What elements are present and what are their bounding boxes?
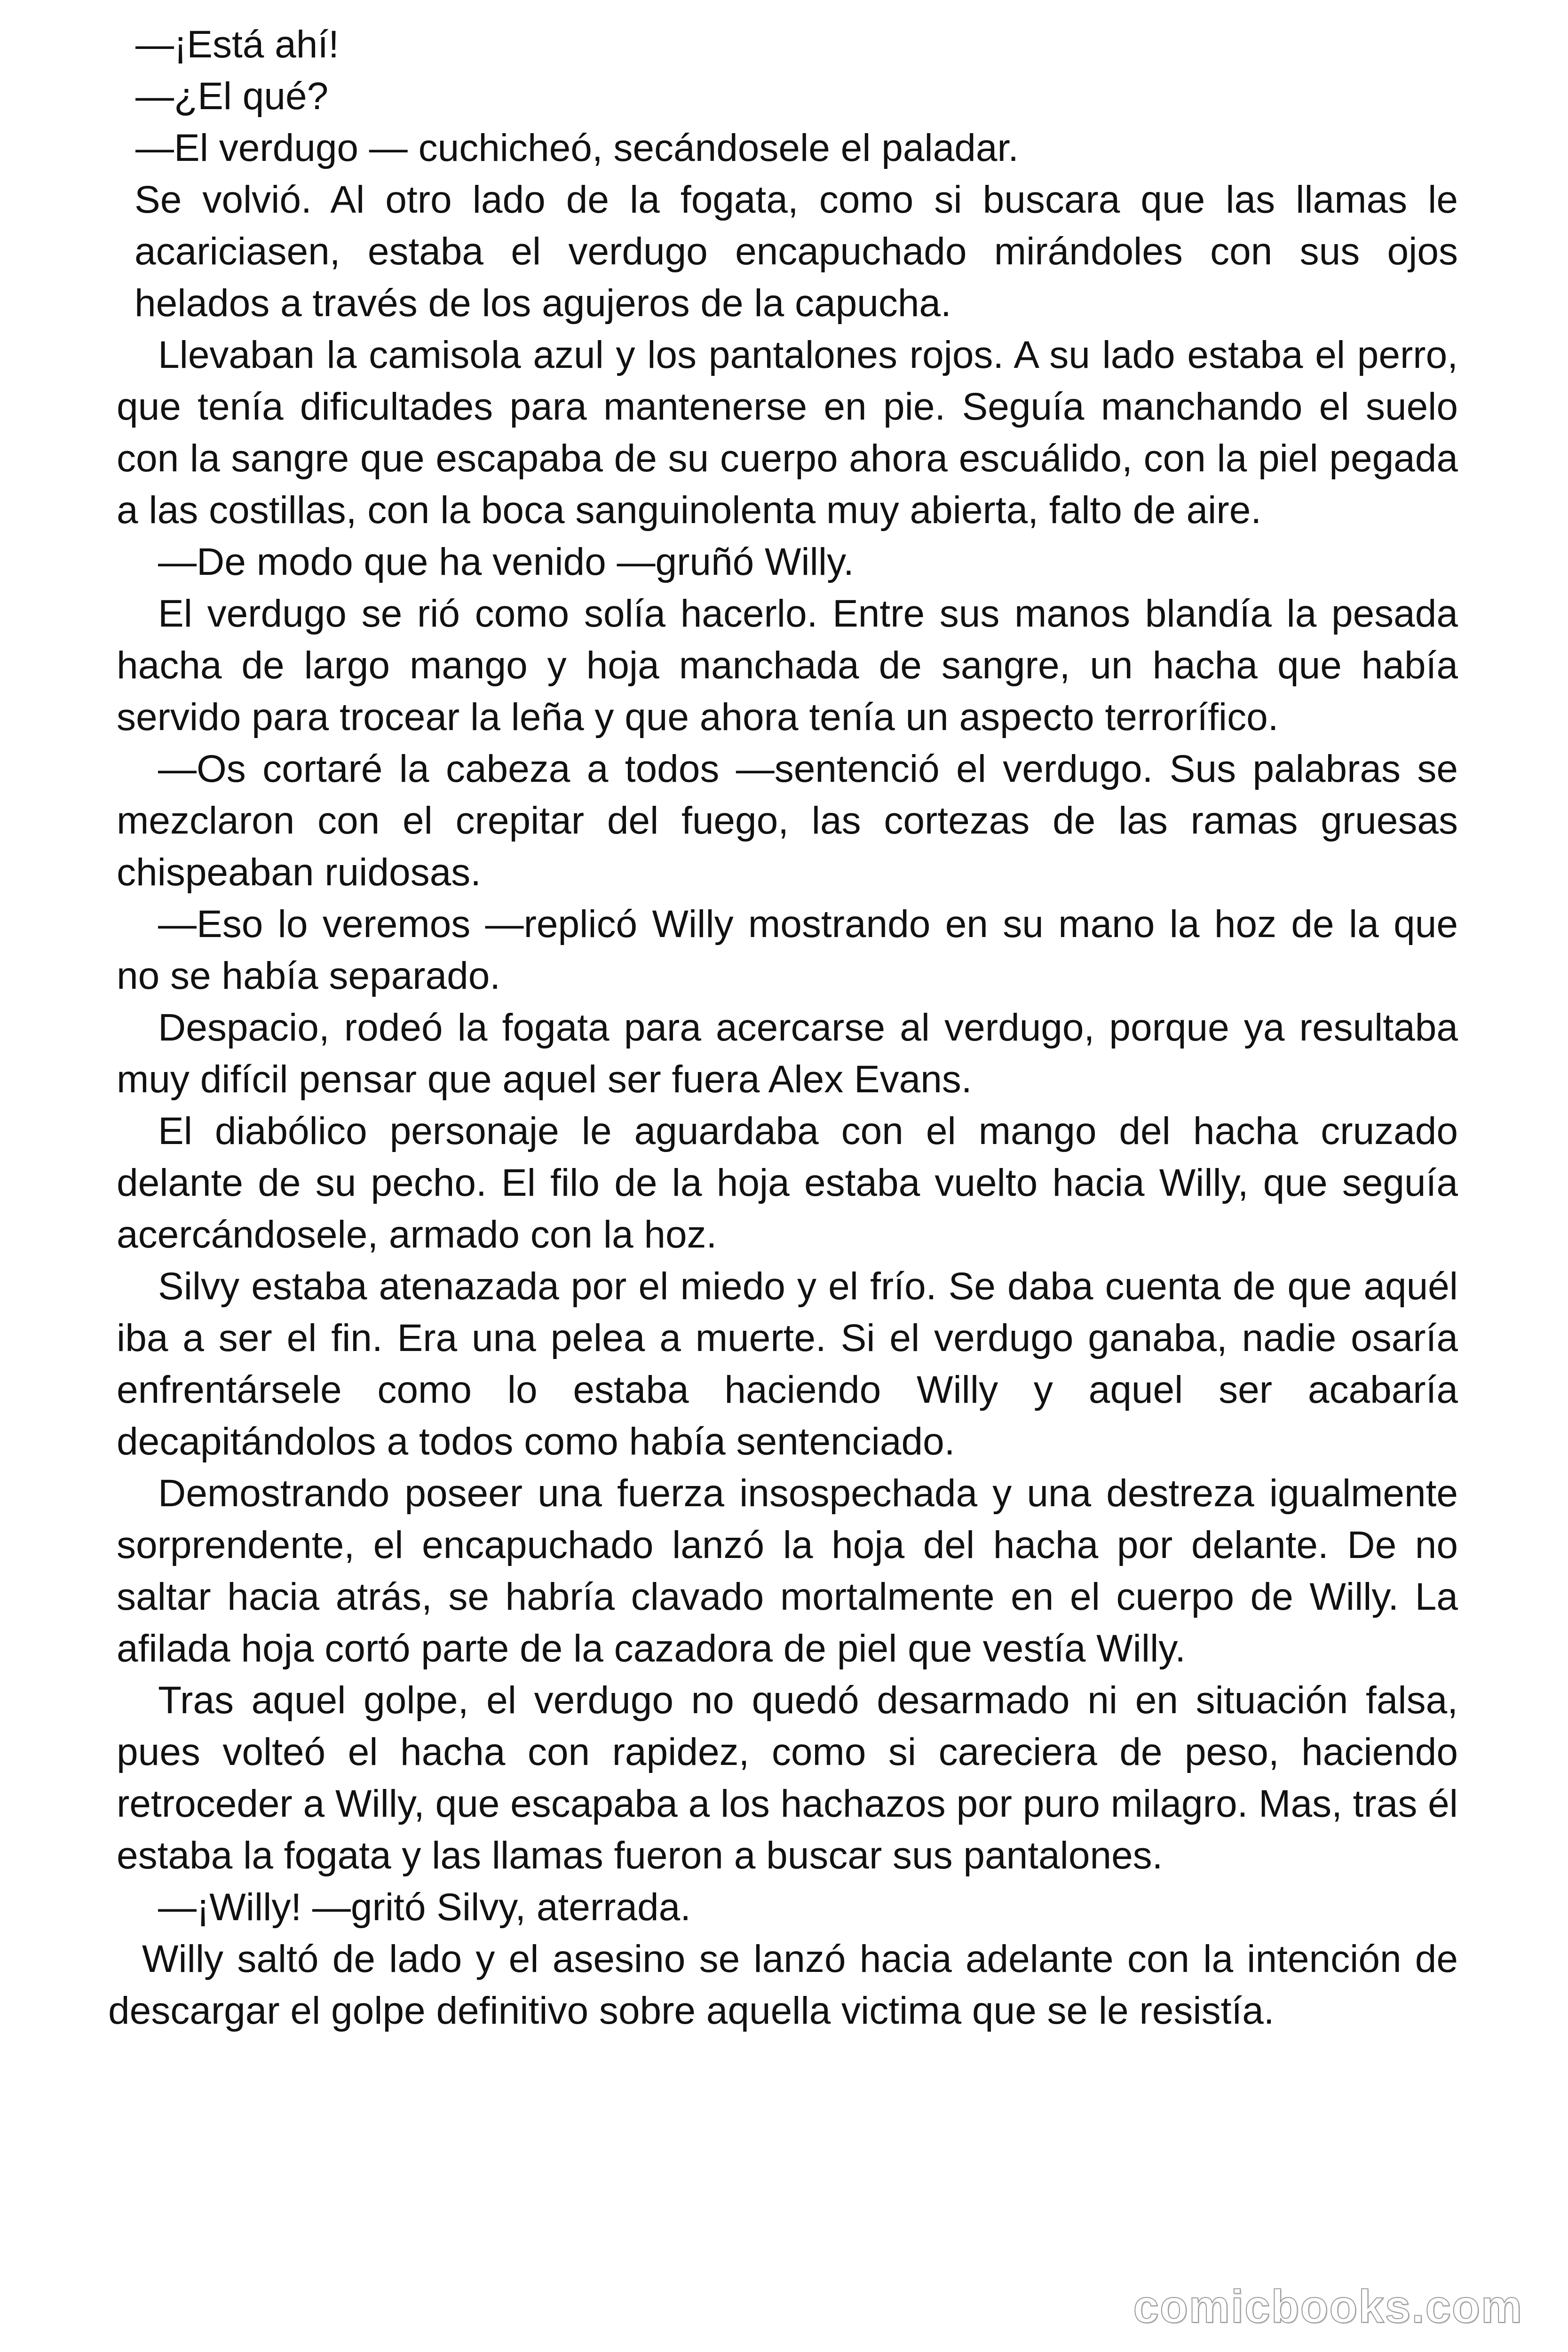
paragraph-dialog-1: —¡Está ahí! <box>135 23 339 66</box>
paragraph-10: Despacio, rodeó la fogata para acercarse al verdugo, porque ya resultaba muy difícil pensar que aquel ser fuera Alex Evans. <box>117 1006 1458 1101</box>
paragraph-13: Demostrando poseer una fuerza insospechada y una destreza igualmente sorprendente, el encapuchado lanzó la hoja del hacha por delante. De no saltar hacia atrás, se habría clavado mortalmente en el cuerpo de Willy. La afilada hoja cortó parte de la cazadora de piel que vestía Willy. <box>117 1472 1458 1670</box>
paragraph-15: —¡Willy! —gritó Silvy, aterrada. <box>158 1886 691 1929</box>
paragraph-6: —De modo que ha venido —gruñó Willy. <box>158 540 854 583</box>
watermark-logo: comicbooks.com <box>1133 2280 1523 2332</box>
paragraph-7: El verdugo se rió como solía hacerlo. Entre sus manos blandía la pesada hacha de largo mango y hoja manchada de sangre, un hacha que había servido para trocear la leña y que ahora tenía un aspecto terrorífico. <box>117 592 1458 739</box>
paragraph-dialog-2: —¿El qué? <box>135 75 329 118</box>
paragraph-11: El diabólico personaje le aguardaba con el mango del hacha cruzado delante de su pecho. El filo de la hoja estaba vuelto hacia Willy, que seguía acercándosele, armado con la hoz. <box>117 1110 1458 1256</box>
paragraph-9: —Eso lo veremos —replicó Willy mostrando en su mano la hoz de la que no se había separado. <box>117 903 1458 997</box>
paragraph-8: —Os cortaré la cabeza a todos —sentenció el verdugo. Sus palabras se mezclaron con el crepitar del fuego, las cortezas de las ramas gruesas chispeaban ruidosas. <box>117 747 1458 894</box>
paragraph-14: Tras aquel golpe, el verdugo no quedó desarmado ni en situación falsa, pues volteó el hacha con rapidez, como si careciera de peso, haciendo retroceder a Willy, que escapaba a los hachazos por puro milagro. Mas, tras él estaba la fogata y las llamas fueron a buscar sus pantalones. <box>117 1679 1458 1877</box>
page-body-text <box>108 19 1458 2037</box>
paragraph-12: Silvy estaba atenazada por el miedo y el frío. Se daba cuenta de que aquél iba a ser el fin. Era una pelea a muerte. Si el verdugo ganaba, nadie osaría enfrentársele como lo estaba haciendo Willy y aquel ser acabaría decapitándolos a todos como había sentenciado. <box>117 1265 1458 1463</box>
paragraph-16: Willy saltó de lado y el asesino se lanzó hacia adelante con la intención de descargar el golpe definitivo sobre aquella victima que se le resistía. <box>108 1938 1458 2032</box>
paragraph-dialog-3: —El verdugo — cuchicheó, secándosele el paladar. <box>135 127 1019 169</box>
paragraph-5: Llevaban la camisola azul y los pantalones rojos. A su lado estaba el perro, que tenía dificultades para mantenerse en pie. Seguía manchando el suelo con la sangre que escapaba de su cuerpo ahora escuálido, con la piel pegada a las costillas, con la boca sanguinolenta muy abierta, falto de aire. <box>117 334 1458 532</box>
paragraph-4: Se volvió. Al otro lado de la fogata, como si buscara que las llamas le acariciasen, estaba el verdugo encapuchado mirándoles con sus ojos helados a través de los agujeros de la capucha. <box>135 178 1458 325</box>
